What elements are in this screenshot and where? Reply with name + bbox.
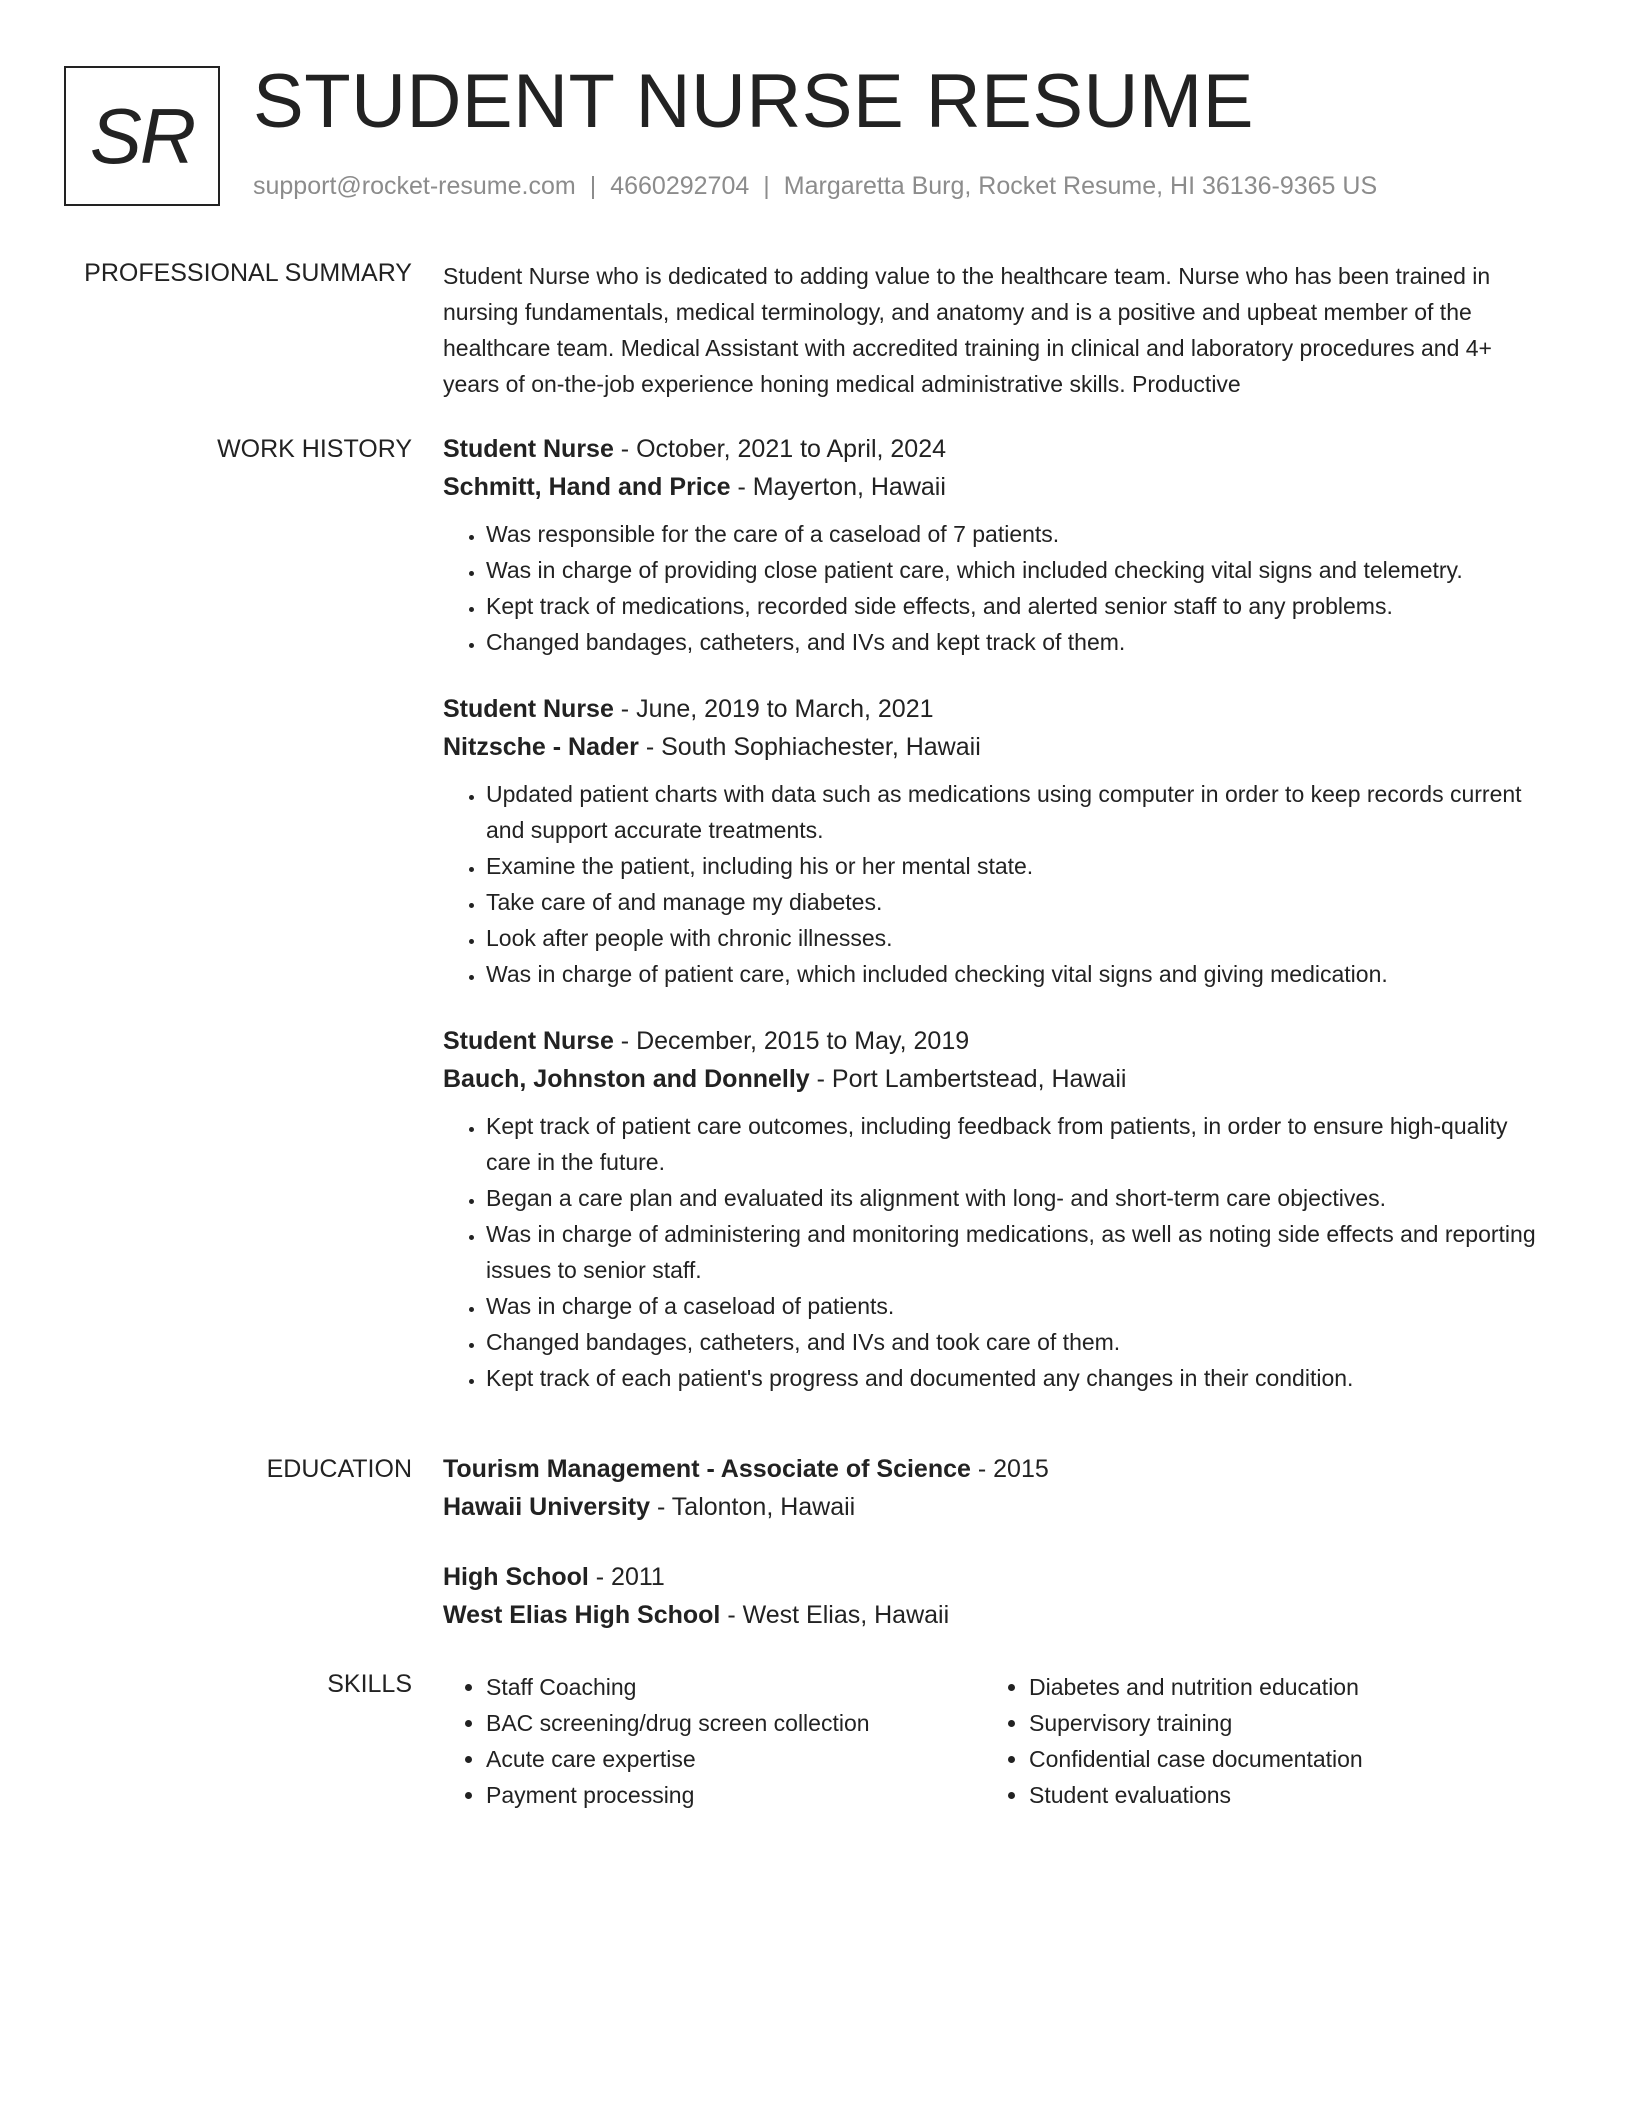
skill-item: • Diabetes and nutrition education — [1029, 1669, 1529, 1705]
education-school-line — [443, 1488, 1543, 1526]
education-location: - West Elias, Hawaii — [720, 1601, 950, 1629]
contact-separator: | — [589, 172, 597, 200]
section-heading-work-history: WORK HISTORY — [217, 435, 412, 463]
contact-address: Margaretta Burg, Rocket Resume, HI 36136-9365 US — [783, 172, 1378, 200]
monogram-box — [64, 66, 220, 206]
education-entry — [443, 1558, 1543, 1634]
job-title-line — [443, 430, 1543, 468]
skill-item: • Supervisory training — [1029, 1705, 1529, 1741]
job-bullets — [443, 1108, 1543, 1396]
job-bullet: • Examine the patient, including his or her mental state. — [486, 848, 1543, 884]
job-bullet: • Was in charge of patient care, which included checking vital signs and giving medication. — [486, 956, 1543, 992]
skill-item: • Acute care expertise — [486, 1741, 986, 1777]
job-location: - Mayerton, Hawaii — [730, 473, 946, 501]
job-title: Student Nurse — [443, 695, 614, 723]
job-bullet: • Was in charge of administering and monitoring medications, as well as noting side effects and reporting issues to senior staff. — [486, 1216, 1543, 1288]
job-bullet: • Began a care plan and evaluated its alignment with long- and short-term care objectives. — [486, 1180, 1543, 1216]
monogram-initials: SR — [89, 91, 195, 180]
education-location: - Talonton, Hawaii — [650, 1493, 856, 1521]
job-dates: - October, 2021 to April, 2024 — [613, 435, 947, 463]
education-school: West Elias High School — [443, 1601, 721, 1629]
job-bullet: • Kept track of each patient's progress and documented any changes in their condition. — [486, 1360, 1543, 1396]
education-degree-line — [443, 1450, 1543, 1488]
education-entry — [443, 1450, 1543, 1526]
job-employer-line — [443, 728, 1543, 766]
job-bullet: • Kept track of patient care outcomes, including feedback from patients, in order to ensure high-quality care in the future. — [486, 1108, 1543, 1180]
education-school-line — [443, 1596, 1543, 1634]
education-school: Hawaii University — [443, 1493, 651, 1521]
job-employer: Schmitt, Hand and Price — [443, 473, 731, 501]
skills-columns — [443, 1669, 1543, 1813]
job-title-line — [443, 690, 1543, 728]
job-employer-line — [443, 1060, 1543, 1098]
contact-email: support@rocket-resume.com — [253, 172, 576, 200]
job-bullet: • Look after people with chronic illnesses. — [486, 920, 1543, 956]
job-title: Student Nurse — [443, 1027, 614, 1055]
job-bullet: • Was in charge of providing close patient care, which included checking vital signs and telemetry. — [486, 552, 1543, 588]
education-degree-line — [443, 1558, 1543, 1596]
skills-list-left — [443, 1669, 986, 1813]
job-title-line — [443, 1022, 1543, 1060]
skill-item: • Payment processing — [486, 1777, 986, 1813]
job-bullet: • Changed bandages, catheters, and IVs and kept track of them. — [486, 624, 1543, 660]
job-employer: Nitzsche - Nader — [443, 733, 639, 761]
section-heading-education: EDUCATION — [266, 1455, 412, 1483]
job-location: - Port Lambertstead, Hawaii — [809, 1065, 1127, 1093]
job-entry — [443, 430, 1543, 660]
education-degree: High School — [443, 1563, 589, 1591]
section-heading-skills: SKILLS — [327, 1670, 412, 1698]
skill-item: • BAC screening/drug screen collection — [486, 1705, 986, 1741]
job-entry — [443, 690, 1543, 992]
contact-phone: 4660292704 — [610, 172, 750, 200]
skills-list-right — [986, 1669, 1529, 1813]
job-dates: - June, 2019 to March, 2021 — [613, 695, 934, 723]
job-bullet: • Changed bandages, catheters, and IVs and took care of them. — [486, 1324, 1543, 1360]
job-bullet: • Was in charge of a caseload of patients. — [486, 1288, 1543, 1324]
job-bullet: • Updated patient charts with data such as medications using computer in order to keep records current and support accurate treatments. — [486, 776, 1543, 848]
job-dates: - December, 2015 to May, 2019 — [613, 1027, 970, 1055]
job-bullet: • Kept track of medications, recorded side effects, and alerted senior staff to any problems. — [486, 588, 1543, 624]
job-bullets — [443, 776, 1543, 992]
job-title: Student Nurse — [443, 435, 614, 463]
contact-separator: | — [763, 172, 770, 200]
contact-line — [253, 172, 1377, 201]
education-year: - 2015 — [970, 1455, 1049, 1483]
job-entry — [443, 1022, 1543, 1396]
section-heading-summary: PROFESSIONAL SUMMARY — [84, 259, 412, 287]
skill-item: • Student evaluations — [1029, 1777, 1529, 1813]
job-location: - South Sophiachester, Hawaii — [638, 733, 981, 761]
resume-title: STUDENT NURSE RESUME — [253, 59, 1254, 144]
summary-text: Student Nurse who is dedicated to adding value to the healthcare team. Nurse who has been trained in nursing fundamentals, medical terminology, and anatomy and is a positive and upbeat member of the healthcare team. Medical Assistant with accredited training in clinical and laboratory procedures and 4+ years of on-the-job experience honing medical administrative skills. Productive — [443, 263, 1492, 397]
education-year: - 2011 — [588, 1563, 665, 1591]
job-bullet: • Was responsible for the care of a caseload of 7 patients. — [486, 516, 1543, 552]
skill-item: • Staff Coaching — [486, 1669, 986, 1705]
skill-item: • Confidential case documentation — [1029, 1741, 1529, 1777]
job-bullet: • Take care of and manage my diabetes. — [486, 884, 1543, 920]
job-employer: Bauch, Johnston and Donnelly — [443, 1065, 810, 1093]
job-bullets — [443, 516, 1543, 660]
education-degree: Tourism Management - Associate of Science — [443, 1455, 971, 1483]
job-employer-line — [443, 468, 1543, 506]
